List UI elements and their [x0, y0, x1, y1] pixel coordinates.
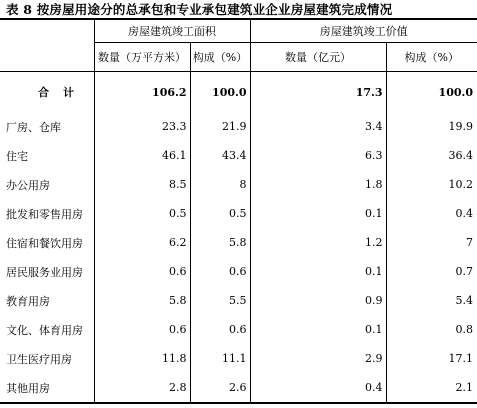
row-label: 厂房、仓库 [6, 120, 61, 134]
header-corner-cell-2 [0, 43, 94, 72]
area-qty-cell: 0.6 [94, 257, 190, 286]
area-share-cell: 21.9 [190, 112, 250, 141]
total-value-qty: 17.3 [250, 72, 386, 113]
value-share-cell: 7 [386, 228, 477, 257]
area-share-cell: 11.1 [190, 344, 250, 373]
area-qty-cell: 5.8 [94, 286, 190, 315]
value-share-cell: 36.4 [386, 141, 477, 170]
row-label: 住宿和餐饮用房 [6, 236, 83, 250]
area-share-cell: 8 [190, 170, 250, 199]
value-qty-cell: 0.4 [250, 373, 386, 403]
row-label: 办公用房 [6, 178, 50, 192]
area-qty-header: 数量（万平方米） [94, 43, 190, 72]
area-share-cell: 0.6 [190, 257, 250, 286]
value-qty-cell: 1.8 [250, 170, 386, 199]
value-share-cell: 0.4 [386, 199, 477, 228]
value-qty-cell: 0.1 [250, 315, 386, 344]
value-qty-cell: 0.1 [250, 199, 386, 228]
area-qty-cell: 2.8 [94, 373, 190, 403]
area-share-cell: 5.5 [190, 286, 250, 315]
table-row [0, 344, 477, 373]
header-corner-cell [0, 19, 94, 43]
value-share-cell: 19.9 [386, 112, 477, 141]
total-row [0, 72, 477, 113]
table-row [0, 373, 477, 403]
total-area-qty: 106.2 [94, 72, 190, 113]
area-share-header: 构成（%） [190, 43, 250, 72]
area-qty-cell: 6.2 [94, 228, 190, 257]
construction-completion-table [0, 18, 477, 404]
row-label: 批发和零售用房 [6, 207, 83, 221]
table-row [0, 257, 477, 286]
row-label: 教育用房 [6, 294, 50, 308]
value-qty-cell: 6.3 [250, 141, 386, 170]
area-share-cell: 0.5 [190, 199, 250, 228]
value-share-cell: 0.8 [386, 315, 477, 344]
row-label: 住宅 [6, 149, 28, 163]
area-qty-cell: 11.8 [94, 344, 190, 373]
area-share-cell: 5.8 [190, 228, 250, 257]
table-title: 表 8 按房屋用途分的总承包和专业承包建筑业企业房屋建筑完成情况 [6, 2, 393, 17]
table-row [0, 141, 477, 170]
row-label: 文化、体育用房 [6, 323, 83, 337]
row-label: 卫生医疗用房 [6, 352, 72, 366]
total-area-share: 100.0 [190, 72, 250, 113]
area-qty-cell: 8.5 [94, 170, 190, 199]
area-qty-cell: 23.3 [94, 112, 190, 141]
area-group-header: 房屋建筑竣工面积 [94, 19, 250, 43]
value-share-cell: 2.1 [386, 373, 477, 403]
table-row [0, 170, 477, 199]
table-row [0, 199, 477, 228]
header-row-groups [0, 19, 477, 43]
total-label: 合计 [0, 72, 94, 113]
value-share-header: 构成（%） [386, 43, 477, 72]
row-label: 其他用房 [0, 373, 94, 403]
value-qty-cell: 2.9 [250, 344, 386, 373]
area-qty-cell: 0.5 [94, 199, 190, 228]
table-row [0, 112, 477, 141]
value-qty-cell: 0.9 [250, 286, 386, 315]
value-qty-cell: 0.1 [250, 257, 386, 286]
area-share-cell: 0.6 [190, 315, 250, 344]
value-share-cell: 10.2 [386, 170, 477, 199]
header-row-columns [0, 43, 477, 72]
table-row [0, 315, 477, 344]
value-qty-cell: 3.4 [250, 112, 386, 141]
area-share-cell: 43.4 [190, 141, 250, 170]
value-share-cell: 0.7 [386, 257, 477, 286]
value-qty-header: 数量（亿元） [250, 43, 386, 72]
value-share-cell: 5.4 [386, 286, 477, 315]
table-row [0, 228, 477, 257]
area-share-cell: 2.6 [190, 373, 250, 403]
area-qty-cell: 0.6 [94, 315, 190, 344]
total-value-share: 100.0 [386, 72, 477, 113]
table-row [0, 286, 477, 315]
value-group-header: 房屋建筑竣工价值 [250, 19, 477, 43]
value-share-cell: 17.1 [386, 344, 477, 373]
row-label: 居民服务业用房 [6, 265, 83, 279]
area-qty-cell: 46.1 [94, 141, 190, 170]
value-qty-cell: 1.2 [250, 228, 386, 257]
